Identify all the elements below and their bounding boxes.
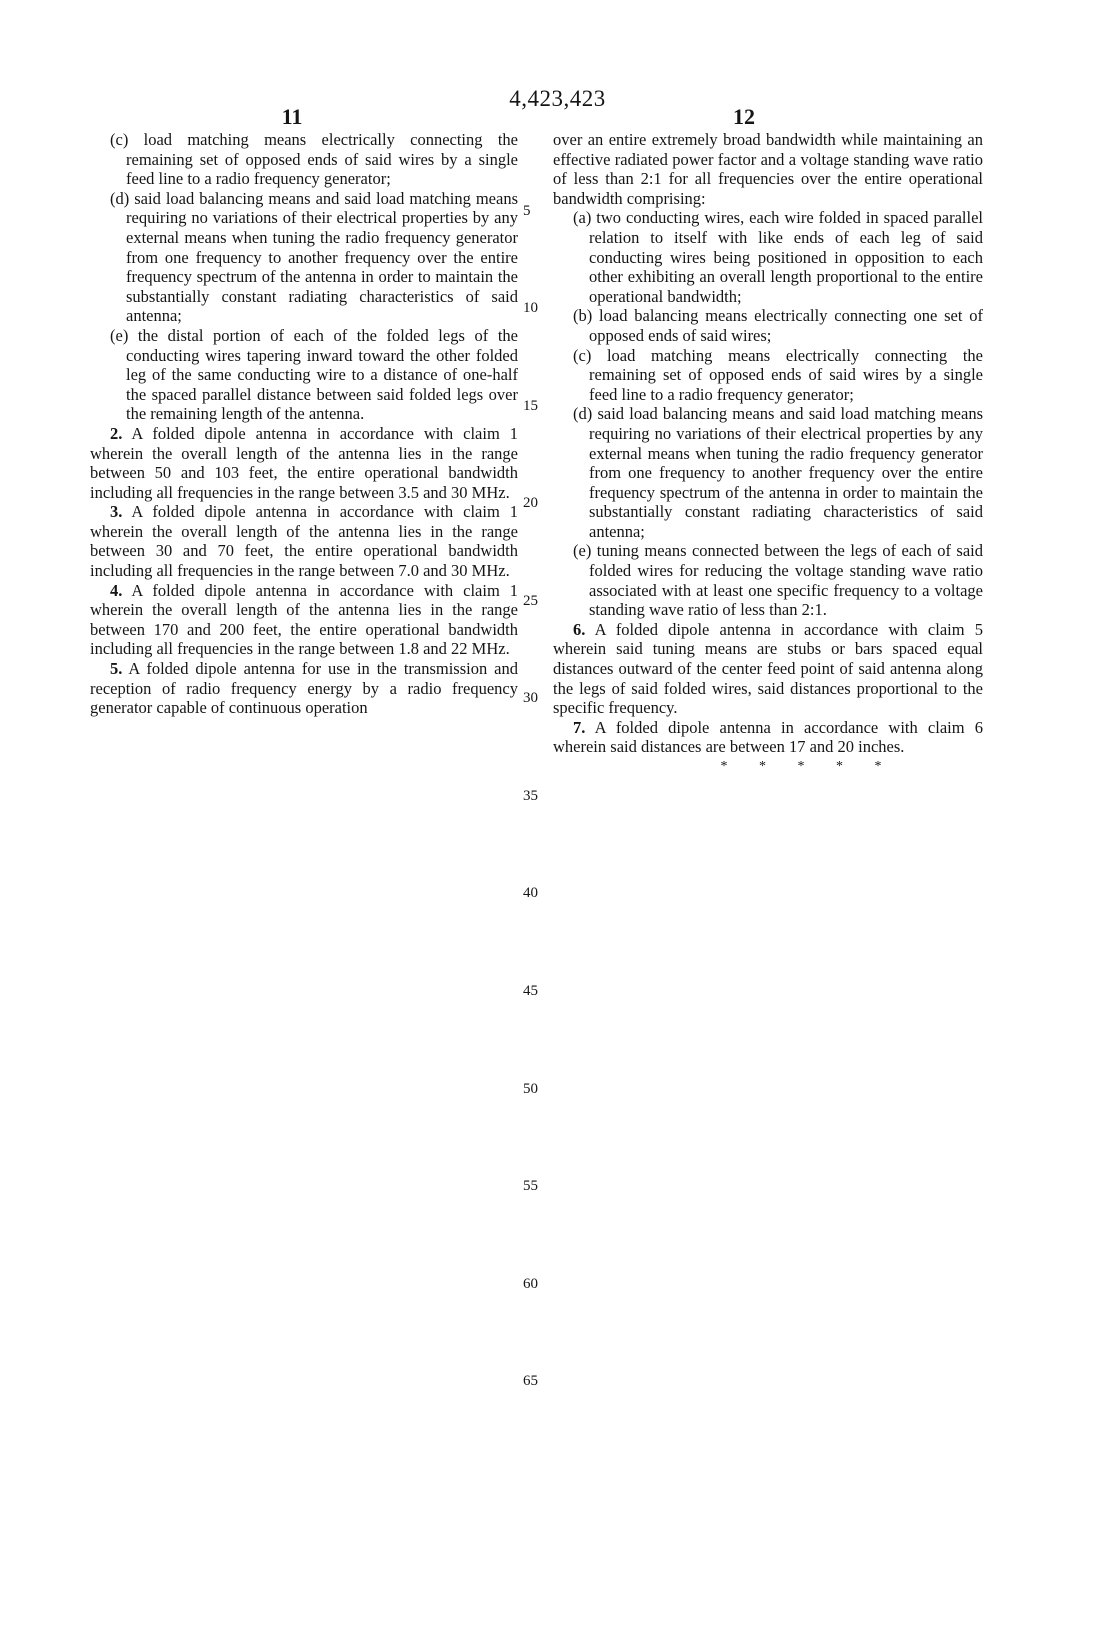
claim-number: 7. — [573, 717, 586, 737]
right-column — [553, 130, 983, 777]
claim-number: 4. — [110, 580, 123, 600]
claim-2 — [90, 424, 518, 502]
claim-5-element-b: (b) load balancing means electrically connecting one set of opposed ends of said wires; — [573, 306, 983, 345]
claim-7 — [553, 718, 983, 757]
claim-text: A folded dipole antenna in accordance with claim 1 wherein the overall length of the antenna lies in the range between 170 and 200 feet, the entire operational bandwidth including all frequencies in the range between 1.8 and 22 MHz. — [90, 580, 518, 659]
line-number: 50 — [523, 1081, 538, 1097]
claim-3 — [90, 502, 518, 580]
claim-number: 2. — [110, 423, 123, 443]
line-number: 5 — [523, 203, 531, 219]
line-number: 20 — [523, 495, 538, 511]
claim-text: A folded dipole antenna in accordance with claim 1 wherein the overall length of the antenna lies in the range between 50 and 103 feet, the entire operational bandwidth including all frequencies in the range between 3.5 and 30 MHz. — [90, 423, 518, 502]
claim-number: 5. — [110, 659, 123, 679]
line-number: 35 — [523, 788, 538, 804]
claim-element-c: (c) load matching means electrically connecting the remaining set of opposed ends of said wires by a single feed line to a radio frequency generator; — [110, 130, 518, 189]
line-number: 40 — [523, 885, 538, 901]
claim-5-element-e: (e) tuning means connected between the legs of each of said folded wires for reducing the voltage standing wave ratio associated with at least one specific frequency to a voltage standing wave ratio of less than 2:1. — [573, 541, 983, 620]
claim-text: A folded dipole antenna for use in the transmission and reception of radio frequency energy by a radio frequency generator capable of continuous operation — [90, 659, 518, 718]
claim-text: A folded dipole antenna in accordance with claim 5 wherein said tuning means are stubs or bars spaced equal distances outward of the center feed point of said antenna along the legs of said folded wires, said distances proportional to the specific frequency. — [553, 619, 983, 718]
line-number: 65 — [523, 1373, 538, 1389]
claim-element-d: (d) said load balancing means and said load matching means requiring no variations of their electrical properties by any external means when tuning the radio frequency generator from one frequency to another frequency over the entire frequency spectrum of the antenna in order to maintain the substantially constant radiating characteristics of said antenna; — [110, 188, 518, 326]
claim-element-e: (e) the distal portion of each of the folded legs of the conducting wires tapering inward toward the other folded leg of the same conducting wire to a distance of one-half the spaced parallel distance between said folded legs over the remaining length of the antenna. — [110, 325, 518, 424]
line-number: 60 — [523, 1276, 538, 1292]
claim-text: A folded dipole antenna in accordance with claim 1 wherein the overall length of the antenna lies in the range between 30 and 70 feet, the entire operational bandwidth including all frequencies in the range between 7.0 and 30 MHz. — [90, 502, 518, 581]
line-number: 55 — [523, 1178, 538, 1194]
claim-5-element-c: (c) load matching means electrically connecting the remaining set of opposed ends of said wires by a single feed line to a radio frequency generator; — [573, 345, 983, 404]
line-number: 25 — [523, 593, 538, 609]
line-number: 15 — [523, 398, 538, 414]
claim-text: A folded dipole antenna in accordance with claim 6 wherein said distances are between 17 and 20 inches. — [553, 717, 983, 757]
claim-number: 6. — [573, 619, 586, 639]
left-page-number: 11 — [281, 104, 303, 129]
claim-5-element-d: (d) said load balancing means and said load matching means requiring no variations of their electrical properties by any external means when tuning the radio frequency generator from one frequency to another frequency over the entire frequency spectrum of the antenna in order to maintain the substantially constant radiating characteristics of said antenna; — [573, 404, 983, 541]
claim-5-element-a: (a) two conducting wires, each wire folded in spaced parallel relation to itself with like ends of each leg of said conducting wires being positioned in opposition to each other exhibiting an overall length proportional to the entire operational bandwidth; — [573, 208, 983, 306]
right-page-number: 12 — [733, 104, 755, 129]
claim-6 — [553, 620, 983, 718]
end-stars: * * * * * — [720, 759, 896, 774]
patent-number: 4,423,423 — [509, 86, 606, 111]
line-number: 45 — [523, 983, 538, 999]
left-column — [90, 130, 518, 718]
claim-5-continuation: over an entire extremely broad bandwidth while maintaining an effective radiated power factor and a voltage standing wave ratio of less than 2:1 for all frequencies over the entire operational bandwidth comprising: — [553, 130, 983, 208]
line-number: 30 — [523, 690, 538, 706]
line-number: 10 — [523, 300, 538, 316]
claim-number: 3. — [110, 502, 123, 522]
claim-5-start — [90, 659, 518, 718]
claim-4 — [90, 581, 518, 659]
